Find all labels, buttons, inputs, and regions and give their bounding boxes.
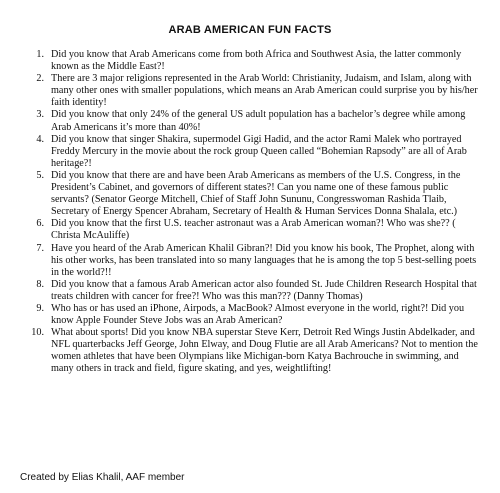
fun-facts-list — [0, 49, 482, 376]
fact-text: There are 3 major religions represented in the Arab World: Christianity, Judaism, and Islam, along with many other ones with smaller populations, which means an Arab American could surprise you by his/her faith identity! — [51, 73, 478, 109]
fact-item-5 — [0, 170, 482, 218]
fact-number: 6. — [36, 218, 44, 230]
fact-number: 4. — [36, 133, 44, 145]
fact-item-7 — [0, 243, 482, 279]
fact-text: Did you know that Arab Americans come from both Africa and Southwest Asia, the latter commonly known as the Middle East?! — [51, 49, 462, 73]
fact-number: 10. — [31, 327, 44, 339]
fact-text: Did you know that a famous Arab American actor also founded St. Jude Children Research Hospital that treats children with cancer for free?! Who was this man??? (Danny Thomas) — [51, 278, 477, 302]
fact-item-9 — [0, 303, 482, 327]
fact-item-8 — [0, 279, 482, 303]
fact-text: Have you heard of the Arab American Khalil Gibran?! Did you know his book, The Prophet, along with his other works, has been translated into so many languages that he is among the top 5 best-selling poets in the world?!! — [51, 242, 477, 278]
fact-number: 1. — [36, 49, 44, 60]
fact-text: Did you know that only 24% of the general US adult population has a bachelor’s degree while among Arab Americans it’s more than 40%! — [51, 109, 466, 133]
fact-number: 9. — [36, 302, 44, 314]
fact-text: Who has or has used an iPhone, Airpods, a MacBook? Almost everyone in the world, right?! Did you know Apple Founder Steve Jobs was an Arab American? — [51, 302, 465, 327]
author-credit: Created by Elias Khalil, AAF member — [20, 472, 185, 483]
fact-item-3 — [0, 109, 482, 133]
fact-number: 5. — [36, 169, 44, 181]
fact-item-4 — [0, 134, 482, 170]
document-title: ARAB AMERICAN FUN FACTS — [168, 24, 332, 36]
fact-text: Did you know that there are and have been Arab Americans as members of the U.S. Congress, in the President’s Cabinet, and governors of different states?! Can you name one of these famous public servants? (Senator George Mitchell, Chief of Staff John Sununu, Congresswoman Rashida Tlaib, Secretary of Energy Spencer Abraham, Secretary of Health & Human Services Donna Shalala, etc.) — [51, 169, 461, 218]
fact-text: Did you know that singer Shakira, supermodel Gigi Hadid, and the actor Rami Malek who portrayed Freddy Mercury in the movie about the rock group Queen called “Bohemian Rapsody” are all of Arab heritage?! — [51, 133, 467, 169]
fact-item-6 — [0, 218, 482, 242]
fact-item-10 — [0, 327, 482, 375]
fact-number: 2. — [36, 73, 44, 85]
fact-text: Did you know that the first U.S. teacher astronaut was a Arab American woman?! Who was she?? ( Christa McAuliffe) — [51, 218, 456, 242]
fact-item-1 — [0, 49, 482, 73]
fact-number: 7. — [36, 242, 44, 254]
fact-text: What about sports! Did you know NBA superstar Steve Kerr, Detroit Red Wings Justin Abdelkader, and NFL quarterbacks Jeff George, John Elway, and Doug Flutie are all Arab Americans? Not to mention the women athletes that have been Olympians like Michigan-born Katya Bachrouche in swimming, and many others in track and field, figure skating, and yes, weightlifting! — [51, 327, 478, 375]
fact-number: 3. — [36, 109, 44, 121]
fact-item-2 — [0, 73, 482, 109]
fact-number: 8. — [36, 278, 44, 290]
